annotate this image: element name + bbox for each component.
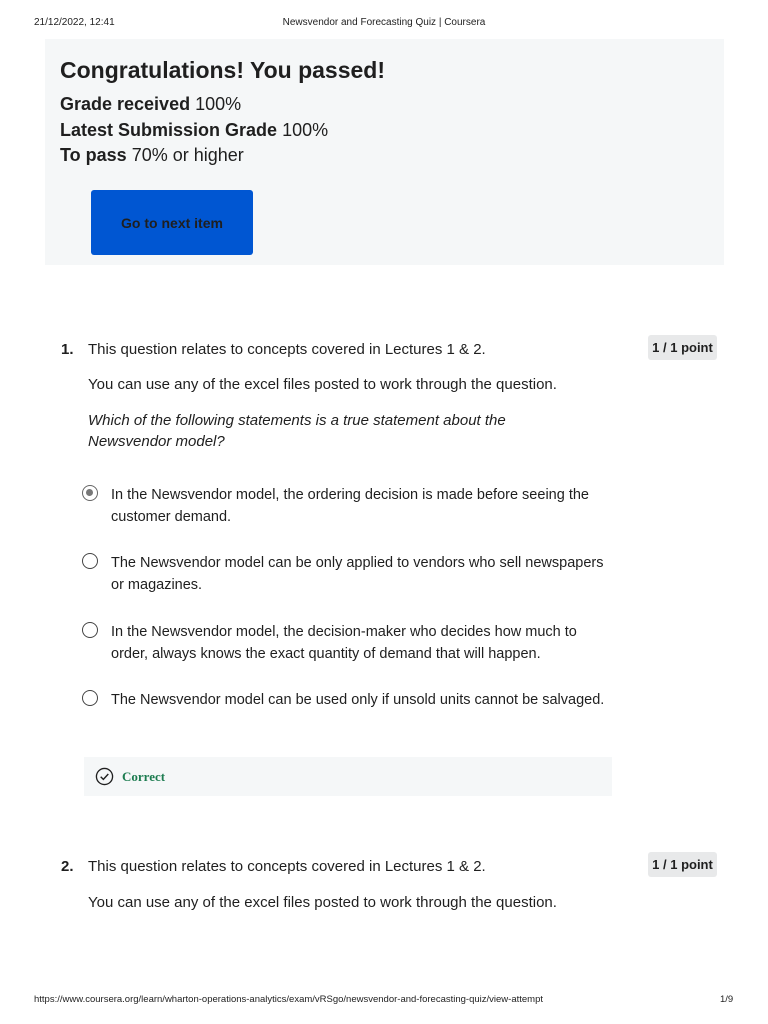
grade-received-label: Grade received xyxy=(60,94,191,114)
latest-submission-label: Latest Submission Grade xyxy=(60,120,278,140)
radio-unselected-icon[interactable] xyxy=(82,690,98,706)
answer-option-1[interactable] xyxy=(82,484,612,528)
question-text: This question relates to concepts covered in Lectures 1 & 2. xyxy=(88,858,486,875)
answer-option-2[interactable] xyxy=(82,552,612,596)
passed-headline: Congratulations! You passed! xyxy=(60,57,386,83)
print-document-title: Newsvendor and Forecasting Quiz | Coursera xyxy=(282,17,486,28)
answer-option-3[interactable] xyxy=(82,621,612,665)
print-datetime: 21/12/2022, 12:41 xyxy=(34,17,115,28)
answer-option-4[interactable] xyxy=(82,689,612,733)
answer-option-text: The Newsvendor model can be used only if unsold units cannot be salvaged. xyxy=(111,692,605,708)
latest-submission-grade-line xyxy=(60,120,328,141)
page-number: 1/9 xyxy=(720,994,734,1005)
answer-option-text: The Newsvendor model can be only applied to vendors who sell newspapers or magazines. xyxy=(111,555,604,593)
grade-received-line xyxy=(60,94,241,115)
question-number: 2. xyxy=(61,858,74,875)
points-badge: 1 / 1 point xyxy=(648,852,717,877)
grade-summary-panel xyxy=(45,39,724,265)
to-pass-label: To pass xyxy=(60,145,127,165)
page-url: https://www.coursera.org/learn/wharton-operations-analytics/exam/vRSgo/newsvendor-and-forecasting-quiz/view-attempt xyxy=(34,994,544,1005)
print-header xyxy=(0,17,768,31)
question-text: This question relates to concepts covered in Lectures 1 & 2. xyxy=(88,341,486,358)
to-pass-value: 70% or higher xyxy=(131,145,244,165)
answer-option-text: In the Newsvendor model, the ordering decision is made before seeing the customer demand. xyxy=(111,487,589,525)
radio-selected-icon[interactable] xyxy=(82,485,98,501)
go-to-next-item-button[interactable]: Go to next item xyxy=(91,190,253,255)
answer-feedback xyxy=(84,757,612,796)
check-circle-icon xyxy=(95,767,114,786)
to-pass-line xyxy=(60,145,244,166)
answer-option-text: In the Newsvendor model, the decision-maker who decides how much to order, always knows the exact quantity of demand that will happen. xyxy=(111,624,577,662)
radio-unselected-icon[interactable] xyxy=(82,622,98,638)
question-number: 1. xyxy=(61,341,74,358)
radio-unselected-icon[interactable] xyxy=(82,553,98,569)
feedback-correct-label: Correct xyxy=(122,769,166,784)
points-badge: 1 / 1 point xyxy=(648,335,717,360)
question-paragraph: You can use any of the excel files posted to work through the question. xyxy=(88,376,557,393)
grade-received-value: 100% xyxy=(195,94,242,114)
question-paragraph: You can use any of the excel files posted to work through the question. xyxy=(88,894,557,911)
latest-submission-value: 100% xyxy=(282,120,329,140)
question-prompt: Which of the following statements is a true statement about the Newsvendor model? xyxy=(88,412,506,450)
